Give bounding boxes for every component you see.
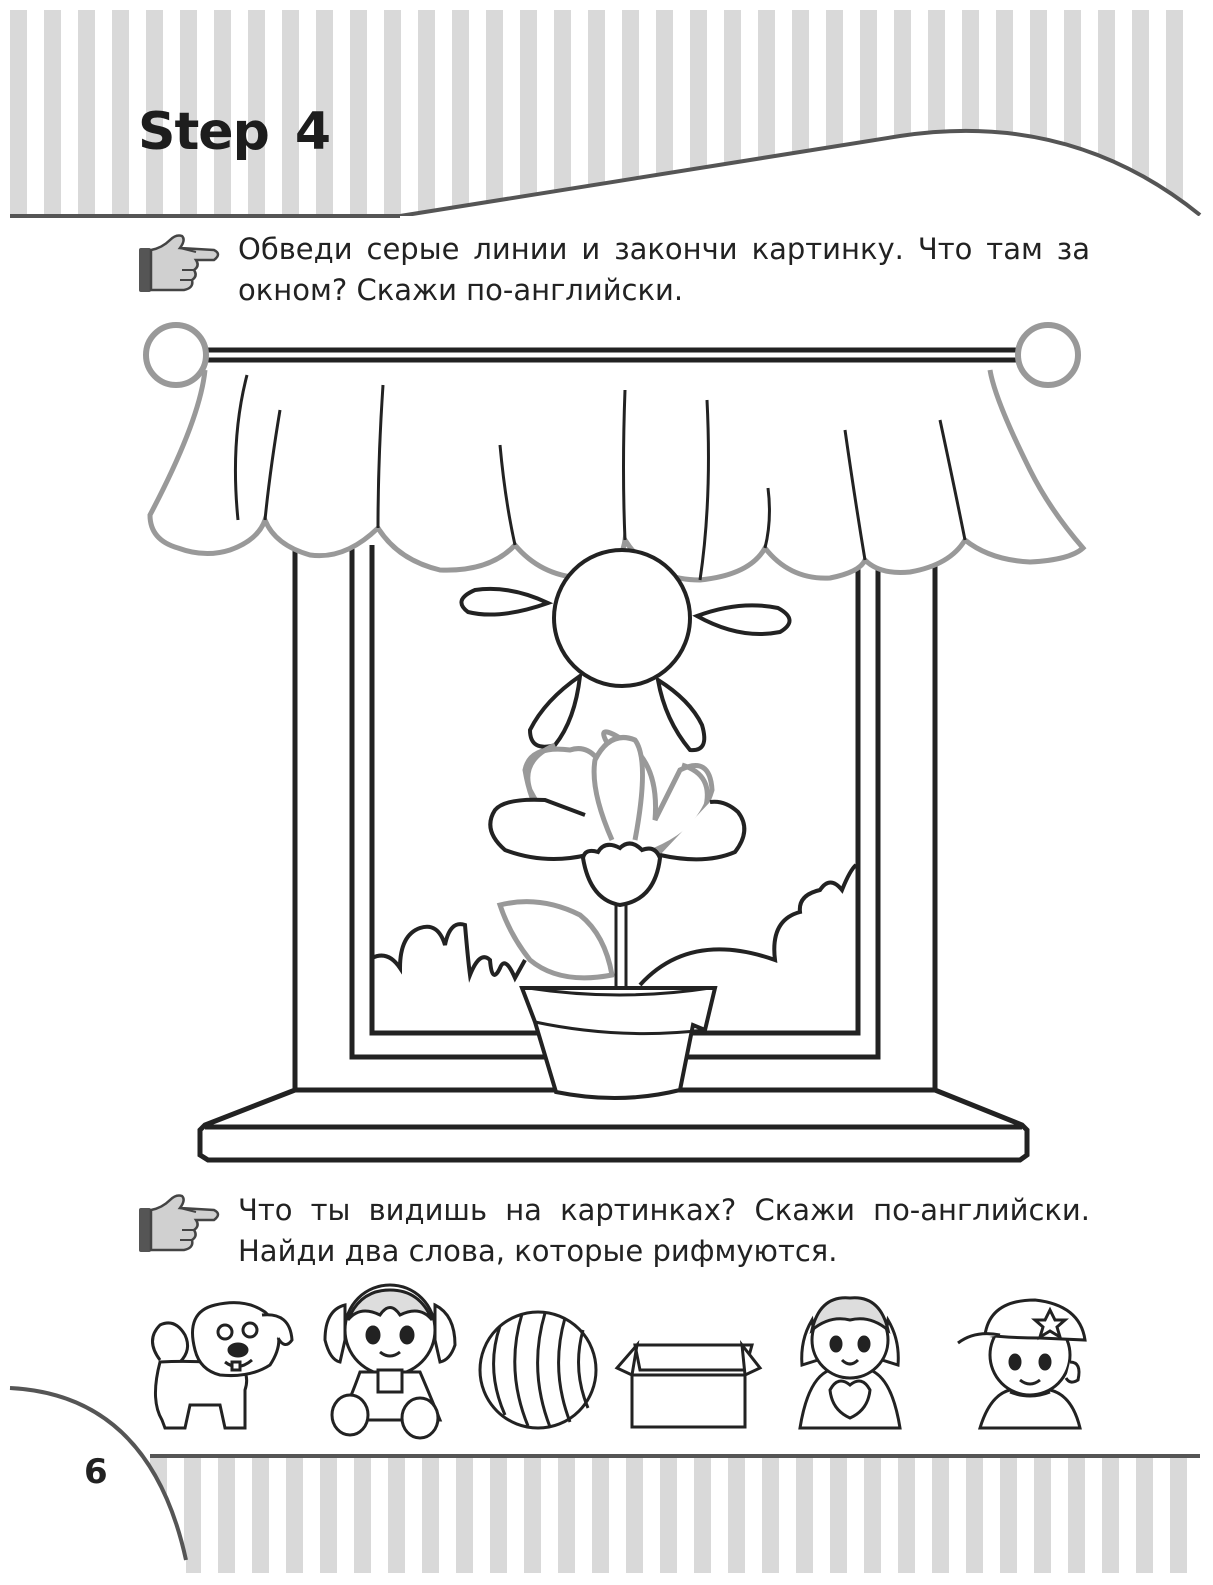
step-label: Step [138, 102, 269, 162]
task1-instruction: Обведи серые линии и закончи картинку. Что там за окном? Скажи по-английски. [238, 232, 1090, 307]
girl-picture [800, 1298, 900, 1428]
page-number: 6 [84, 1452, 108, 1492]
dog-picture [153, 1303, 293, 1428]
ball-picture [480, 1312, 596, 1428]
boy-picture [958, 1300, 1085, 1428]
box-picture [617, 1345, 760, 1427]
task2-instruction: Что ты видишь на картинках? Скажи по-английски. Найди два слова, которые рифмуются. [238, 1193, 1090, 1268]
step-number: 4 [294, 102, 330, 162]
doll-picture [325, 1285, 455, 1438]
